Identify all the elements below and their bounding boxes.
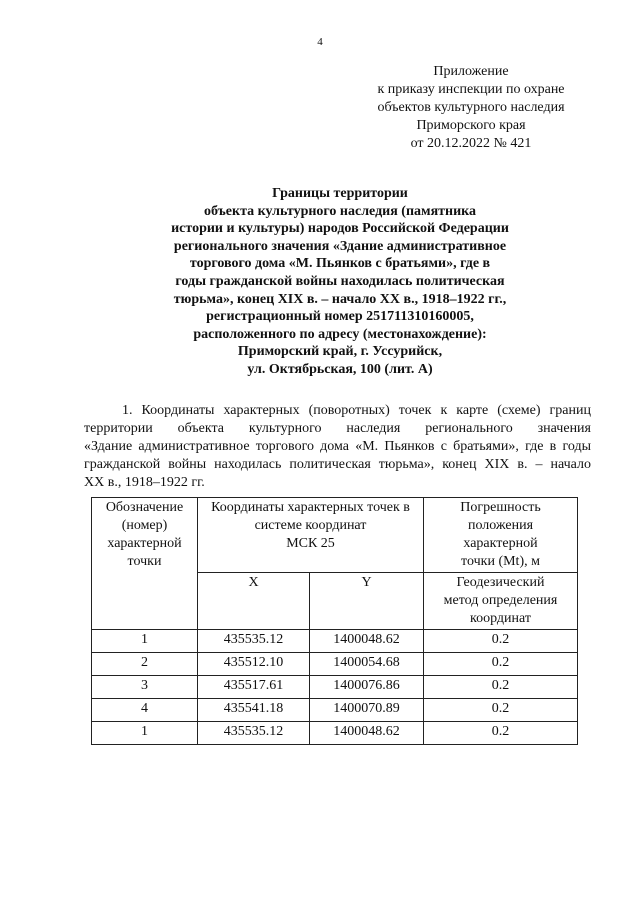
table-header-row xyxy=(92,498,578,573)
page-number: 4 xyxy=(317,36,323,48)
cell-mt: 0.2 xyxy=(424,699,578,722)
cell-x: 435535.12 xyxy=(198,630,310,653)
title-line: объекта культурного наследия (памятника xyxy=(203,203,477,219)
header-coords-title: Координаты характерных точек в системе координат МСК 25 xyxy=(198,498,424,573)
cell-point: 2 xyxy=(92,653,198,676)
paragraph-line: «Здание административное торгового дома «М. Пьянков с братьями», где в годы xyxy=(84,439,591,454)
cell-y: 1400048.62 xyxy=(310,630,424,653)
table-row xyxy=(92,653,578,676)
cell-x: 435535.12 xyxy=(198,722,310,745)
cell-y: 1400054.68 xyxy=(310,653,424,676)
appendix-line: Приложение xyxy=(433,64,509,79)
header-y: Y xyxy=(310,573,424,630)
appendix-line: объектов культурного наследия xyxy=(377,100,565,115)
cell-mt: 0.2 xyxy=(424,653,578,676)
cell-point: 1 xyxy=(92,722,198,745)
coordinates-table xyxy=(91,497,578,745)
title-line: Приморский край, г. Уссурийск, xyxy=(237,344,443,360)
title-line: расположенного по адресу (местонахождение): xyxy=(193,326,487,342)
cell-point: 3 xyxy=(92,676,198,699)
coordinates-paragraph xyxy=(84,402,591,492)
table-row xyxy=(92,722,578,745)
cell-mt: 0.2 xyxy=(424,722,578,745)
cell-mt: 0.2 xyxy=(424,676,578,699)
document-title xyxy=(60,185,620,379)
paragraph-line: XX в., 1918–1922 гг. xyxy=(84,475,205,490)
title-line: тюрьма», конец XIX в. – начало XX в., 1918–1922 гг., xyxy=(173,291,507,307)
title-line: регистрационный номер 251711310160005, xyxy=(206,309,474,325)
cell-y: 1400070.89 xyxy=(310,699,424,722)
appendix-line: Приморского края xyxy=(416,118,526,133)
title-line: регионального значения «Здание административное xyxy=(173,238,507,254)
title-line: истории и культуры) народов Российской Федерации xyxy=(171,221,509,237)
table-row xyxy=(92,699,578,722)
title-line: годы гражданской войны находилась политическая xyxy=(175,273,505,289)
paragraph-line: гражданской войны находилась политическая тюрьма», конец XIX в. – начало xyxy=(84,457,591,472)
cell-x: 435541.18 xyxy=(198,699,310,722)
table-row xyxy=(92,630,578,653)
cell-y: 1400048.62 xyxy=(310,722,424,745)
title-line: ул. Октябрьская, 100 (лит. А) xyxy=(247,361,433,377)
appendix-line: от 20.12.2022 № 421 xyxy=(410,136,532,151)
table-row xyxy=(92,676,578,699)
title-line: Границы территории xyxy=(272,186,408,201)
cell-point: 1 xyxy=(92,630,198,653)
header-designation: Обозначение (номер) характерной точки xyxy=(92,498,198,630)
appendix-block xyxy=(356,63,586,153)
cell-x: 435512.10 xyxy=(198,653,310,676)
paragraph-line: 1. Координаты характерных (поворотных) точек к карте (схеме) границ xyxy=(122,403,591,418)
cell-x: 435517.61 xyxy=(198,676,310,699)
header-x: X xyxy=(198,573,310,630)
cell-point: 4 xyxy=(92,699,198,722)
cell-y: 1400076.86 xyxy=(310,676,424,699)
cell-mt: 0.2 xyxy=(424,630,578,653)
header-method: Геодезический метод определения координат xyxy=(424,573,578,630)
title-line: торгового дома «М. Пьянков с братьями», где в xyxy=(189,256,491,272)
appendix-line: к приказу инспекции по охране xyxy=(377,82,565,97)
paragraph-line: территории объекта культурного наследия регионального значения xyxy=(84,421,591,436)
header-accuracy: Погрешность положения характерной точки (Mt), м xyxy=(424,498,578,573)
